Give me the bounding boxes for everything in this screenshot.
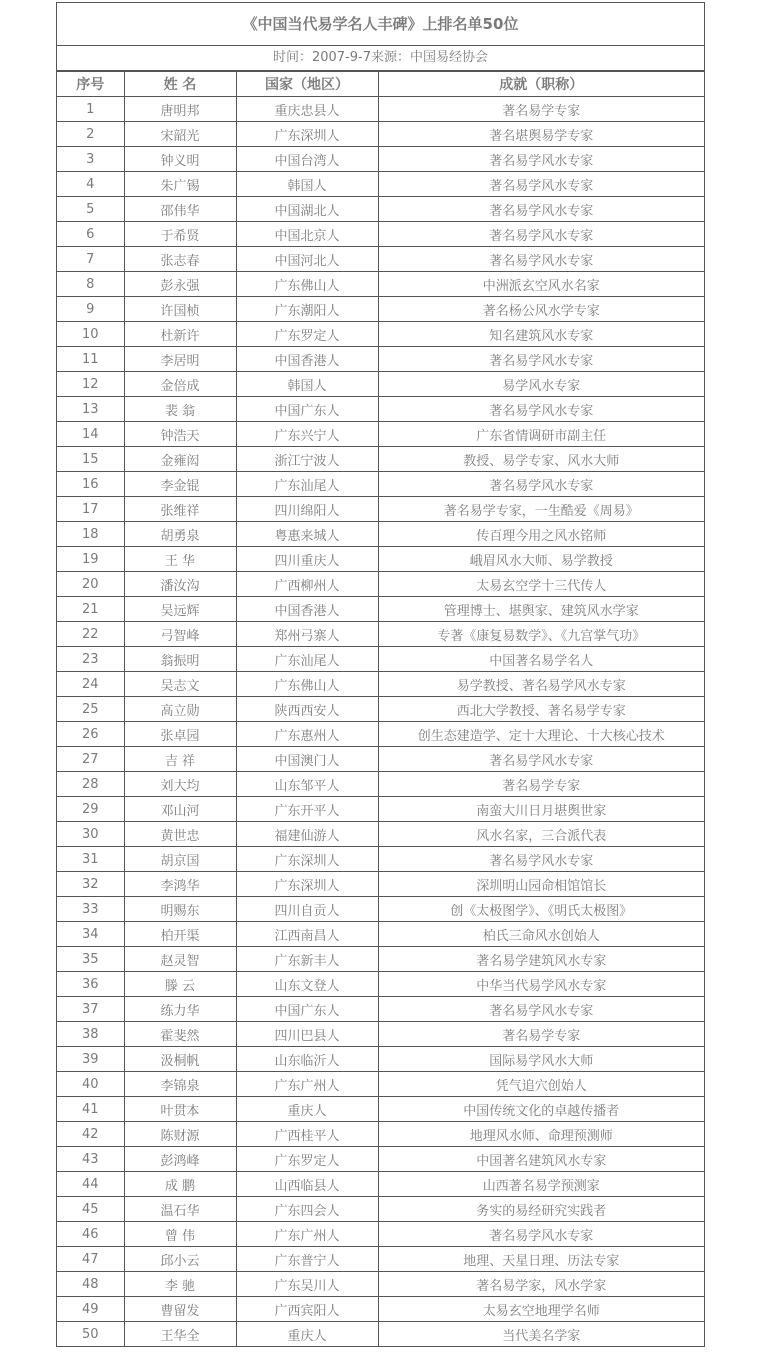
row-region: 广东四会人 <box>236 1197 378 1222</box>
row-achievement: 深圳明山园命相馆馆长 <box>378 872 704 897</box>
row-region: 广东深圳人 <box>236 847 378 872</box>
row-achievement: 中国著名建筑风水专家 <box>378 1147 704 1172</box>
row-region: 重庆忠县人 <box>236 97 378 122</box>
table-row <box>57 222 704 247</box>
table-row <box>57 297 704 322</box>
table-row <box>57 372 704 397</box>
row-index: 16 <box>57 472 124 497</box>
row-region: 中国香港人 <box>236 347 378 372</box>
row-achievement: 著名堪舆易学专家 <box>378 122 704 147</box>
row-region: 中国台湾人 <box>236 147 378 172</box>
table-body <box>57 97 704 1347</box>
row-index: 33 <box>57 897 124 922</box>
table-row <box>57 1247 704 1272</box>
row-region: 山东文登人 <box>236 972 378 997</box>
table-row <box>57 447 704 472</box>
row-achievement: 山西著名易学预测家 <box>378 1172 704 1197</box>
row-index: 40 <box>57 1072 124 1097</box>
row-index: 37 <box>57 997 124 1022</box>
table-row <box>57 247 704 272</box>
table-row <box>57 622 704 647</box>
row-region: 郑州弓寨人 <box>236 622 378 647</box>
row-name: 王 华 <box>124 547 236 572</box>
row-region: 广东佛山人 <box>236 272 378 297</box>
row-achievement: 教授、易学专家、风水大师 <box>378 447 704 472</box>
table-row <box>57 972 704 997</box>
row-name: 滕 云 <box>124 972 236 997</box>
row-achievement: 专著《康复易数学》、《九宫掌气功》 <box>378 622 704 647</box>
row-name: 翁振明 <box>124 647 236 672</box>
table-row <box>57 1122 704 1147</box>
table-row <box>57 322 704 347</box>
row-achievement: 传百理今用之风水铭师 <box>378 522 704 547</box>
row-region: 广西宾阳人 <box>236 1297 378 1322</box>
row-index: 41 <box>57 1097 124 1122</box>
row-region: 山西临县人 <box>236 1172 378 1197</box>
table-row <box>57 1297 704 1322</box>
row-index: 1 <box>57 97 124 122</box>
source-line: 时间：2007-9-7来源：中国易经协会 <box>57 46 704 71</box>
row-index: 21 <box>57 597 124 622</box>
table-row <box>57 722 704 747</box>
row-name: 钟浩天 <box>124 422 236 447</box>
row-achievement: 著名易学建筑风水专家 <box>378 947 704 972</box>
row-name: 彭永强 <box>124 272 236 297</box>
row-name: 温石华 <box>124 1197 236 1222</box>
row-achievement: 著名易学风水专家 <box>378 747 704 772</box>
row-achievement: 务实的易经研究实践者 <box>378 1197 704 1222</box>
row-region: 广东惠州人 <box>236 722 378 747</box>
row-name: 唐明邦 <box>124 97 236 122</box>
row-name: 宋韶光 <box>124 122 236 147</box>
table-row <box>57 647 704 672</box>
row-region: 广东广州人 <box>236 1072 378 1097</box>
row-index: 47 <box>57 1247 124 1272</box>
row-region: 广东汕尾人 <box>236 472 378 497</box>
row-name: 张维祥 <box>124 497 236 522</box>
row-index: 30 <box>57 822 124 847</box>
row-achievement: 中国传统文化的卓越传播者 <box>378 1097 704 1122</box>
row-name: 叶贯本 <box>124 1097 236 1122</box>
row-name: 黄世忠 <box>124 822 236 847</box>
row-achievement: 创生态建造学、定十大理论、十大核心技术 <box>378 722 704 747</box>
row-achievement: 著名易学家，风水学家 <box>378 1272 704 1297</box>
row-index: 29 <box>57 797 124 822</box>
row-region: 中国广东人 <box>236 397 378 422</box>
row-index: 46 <box>57 1222 124 1247</box>
row-region: 中国澳门人 <box>236 747 378 772</box>
row-index: 34 <box>57 922 124 947</box>
row-index: 36 <box>57 972 124 997</box>
row-achievement: 地理风水师、命理预测师 <box>378 1122 704 1147</box>
row-index: 45 <box>57 1197 124 1222</box>
table-row <box>57 922 704 947</box>
row-region: 韩国人 <box>236 172 378 197</box>
row-region: 陕西西安人 <box>236 697 378 722</box>
row-name: 曹留发 <box>124 1297 236 1322</box>
row-index: 4 <box>57 172 124 197</box>
row-name: 杜新许 <box>124 322 236 347</box>
row-region: 中国香港人 <box>236 597 378 622</box>
row-index: 3 <box>57 147 124 172</box>
row-index: 19 <box>57 547 124 572</box>
row-index: 14 <box>57 422 124 447</box>
row-index: 8 <box>57 272 124 297</box>
table-row <box>57 997 704 1022</box>
row-region: 广东罗定人 <box>236 322 378 347</box>
row-name: 李鸿华 <box>124 872 236 897</box>
row-region: 四川重庆人 <box>236 547 378 572</box>
table-row <box>57 97 704 122</box>
row-name: 练力华 <box>124 997 236 1022</box>
row-achievement: 著名易学专家，一生酷爱《周易》 <box>378 497 704 522</box>
table-row <box>57 1172 704 1197</box>
row-name: 明赐东 <box>124 897 236 922</box>
header-name: 姓 名 <box>124 72 236 97</box>
row-index: 35 <box>57 947 124 972</box>
row-region: 广东吴川人 <box>236 1272 378 1297</box>
row-index: 23 <box>57 647 124 672</box>
row-index: 5 <box>57 197 124 222</box>
table-row <box>57 547 704 572</box>
row-name: 许国桢 <box>124 297 236 322</box>
table-row <box>57 422 704 447</box>
row-achievement: 著名杨公风水学专家 <box>378 297 704 322</box>
table-row <box>57 1272 704 1297</box>
header-index: 序号 <box>57 72 124 97</box>
row-index: 2 <box>57 122 124 147</box>
row-name: 高立勋 <box>124 697 236 722</box>
row-index: 31 <box>57 847 124 872</box>
row-name: 邱小云 <box>124 1247 236 1272</box>
row-region: 粤惠来城人 <box>236 522 378 547</box>
row-name: 曾 伟 <box>124 1222 236 1247</box>
table-row <box>57 1322 704 1347</box>
row-name: 汲桐帆 <box>124 1047 236 1072</box>
table-row <box>57 597 704 622</box>
table-row <box>57 822 704 847</box>
table-row <box>57 1222 704 1247</box>
row-name: 李居明 <box>124 347 236 372</box>
row-region: 广东佛山人 <box>236 672 378 697</box>
row-region: 广西桂平人 <box>236 1122 378 1147</box>
table-row <box>57 697 704 722</box>
row-achievement: 著名易学风水专家 <box>378 197 704 222</box>
table-row <box>57 1147 704 1172</box>
table-row <box>57 147 704 172</box>
row-index: 48 <box>57 1272 124 1297</box>
row-achievement: 国际易学风水大师 <box>378 1047 704 1072</box>
table-row <box>57 497 704 522</box>
row-index: 20 <box>57 572 124 597</box>
row-achievement: 著名易学风水专家 <box>378 347 704 372</box>
row-index: 43 <box>57 1147 124 1172</box>
row-index: 26 <box>57 722 124 747</box>
row-index: 10 <box>57 322 124 347</box>
table-row <box>57 947 704 972</box>
row-achievement: 柏氏三命风水创始人 <box>378 922 704 947</box>
row-achievement: 广东省情调研市副主任 <box>378 422 704 447</box>
table-row <box>57 872 704 897</box>
row-index: 25 <box>57 697 124 722</box>
row-region: 四川自贡人 <box>236 897 378 922</box>
row-achievement: 易学教授、著名易学风水专家 <box>378 672 704 697</box>
row-index: 32 <box>57 872 124 897</box>
header-region: 国家（地区） <box>236 72 378 97</box>
row-name: 李锦泉 <box>124 1072 236 1097</box>
row-name: 霍斐然 <box>124 1022 236 1047</box>
header-achievement: 成就（职称） <box>378 72 704 97</box>
row-region: 广东深圳人 <box>236 122 378 147</box>
table-row <box>57 197 704 222</box>
row-achievement: 当代美名学家 <box>378 1322 704 1347</box>
row-index: 27 <box>57 747 124 772</box>
row-region: 广东潮阳人 <box>236 297 378 322</box>
table-row <box>57 772 704 797</box>
row-name: 胡勇泉 <box>124 522 236 547</box>
row-index: 24 <box>57 672 124 697</box>
row-name: 李金锟 <box>124 472 236 497</box>
row-region: 山东临沂人 <box>236 1047 378 1072</box>
row-region: 广东新丰人 <box>236 947 378 972</box>
row-name: 弓智峰 <box>124 622 236 647</box>
page-title: 《中国当代易学名人丰碑》上排名单50位 <box>57 3 704 46</box>
row-achievement: 凭气追穴创始人 <box>378 1072 704 1097</box>
row-region: 中国河北人 <box>236 247 378 272</box>
row-name: 金倍成 <box>124 372 236 397</box>
row-index: 18 <box>57 522 124 547</box>
row-name: 陈财源 <box>124 1122 236 1147</box>
row-name: 裴 翁 <box>124 397 236 422</box>
row-region: 广东兴宁人 <box>236 422 378 447</box>
row-index: 44 <box>57 1172 124 1197</box>
row-achievement: 著名易学风水专家 <box>378 147 704 172</box>
row-achievement: 峨眉风水大师、易学教授 <box>378 547 704 572</box>
row-index: 38 <box>57 1022 124 1047</box>
row-name: 彭鸿峰 <box>124 1147 236 1172</box>
row-region: 四川绵阳人 <box>236 497 378 522</box>
row-region: 广东罗定人 <box>236 1147 378 1172</box>
row-region: 广东普宁人 <box>236 1247 378 1272</box>
row-achievement: 著名易学风水专家 <box>378 847 704 872</box>
table-row <box>57 572 704 597</box>
table-row <box>57 1047 704 1072</box>
table-row <box>57 672 704 697</box>
row-name: 李 驰 <box>124 1272 236 1297</box>
row-index: 15 <box>57 447 124 472</box>
row-achievement: 西北大学教授、著名易学专家 <box>378 697 704 722</box>
row-index: 28 <box>57 772 124 797</box>
row-region: 广西柳州人 <box>236 572 378 597</box>
row-achievement: 著名易学风水专家 <box>378 997 704 1022</box>
row-name: 王华全 <box>124 1322 236 1347</box>
row-achievement: 著名易学风水专家 <box>378 222 704 247</box>
row-name: 吴志文 <box>124 672 236 697</box>
row-achievement: 著名易学风水专家 <box>378 172 704 197</box>
row-achievement: 南蛮大川日月堪舆世家 <box>378 797 704 822</box>
row-achievement: 著名易学风水专家 <box>378 472 704 497</box>
row-index: 7 <box>57 247 124 272</box>
row-achievement: 著名易学专家 <box>378 772 704 797</box>
row-name: 刘大均 <box>124 772 236 797</box>
row-achievement: 中洲派玄空风水名家 <box>378 272 704 297</box>
row-name: 吴远辉 <box>124 597 236 622</box>
row-achievement: 中华当代易学风水专家 <box>378 972 704 997</box>
table-row <box>57 347 704 372</box>
row-index: 50 <box>57 1322 124 1347</box>
table-row <box>57 1072 704 1097</box>
row-index: 11 <box>57 347 124 372</box>
row-achievement: 太易玄空学十三代传人 <box>378 572 704 597</box>
table-row <box>57 1097 704 1122</box>
table-row <box>57 172 704 197</box>
table-row <box>57 397 704 422</box>
row-achievement: 管理博士、堪舆家、建筑风水学家 <box>378 597 704 622</box>
row-index: 39 <box>57 1047 124 1072</box>
row-achievement: 中国著名易学名人 <box>378 647 704 672</box>
row-name: 朱广锡 <box>124 172 236 197</box>
ranking-sheet <box>56 2 705 1347</box>
row-region: 广东深圳人 <box>236 872 378 897</box>
row-achievement: 地理、天星日理、历法专家 <box>378 1247 704 1272</box>
row-region: 重庆人 <box>236 1097 378 1122</box>
row-name: 成 鹏 <box>124 1172 236 1197</box>
row-region: 中国广东人 <box>236 997 378 1022</box>
row-region: 广东广州人 <box>236 1222 378 1247</box>
row-achievement: 知名建筑风水专家 <box>378 322 704 347</box>
row-region: 中国湖北人 <box>236 197 378 222</box>
table-row <box>57 472 704 497</box>
row-region: 福建仙游人 <box>236 822 378 847</box>
row-name: 钟义明 <box>124 147 236 172</box>
row-index: 49 <box>57 1297 124 1322</box>
row-name: 张卓园 <box>124 722 236 747</box>
row-name: 金雍闳 <box>124 447 236 472</box>
row-region: 四川巴县人 <box>236 1022 378 1047</box>
row-name: 胡京国 <box>124 847 236 872</box>
table-row <box>57 847 704 872</box>
row-index: 6 <box>57 222 124 247</box>
row-index: 9 <box>57 297 124 322</box>
row-achievement: 著名易学专家 <box>378 1022 704 1047</box>
row-region: 中国北京人 <box>236 222 378 247</box>
row-region: 江西南昌人 <box>236 922 378 947</box>
row-achievement: 著名易学风水专家 <box>378 247 704 272</box>
row-region: 重庆人 <box>236 1322 378 1347</box>
table-row <box>57 122 704 147</box>
ranking-table <box>57 71 704 1347</box>
row-name: 张志春 <box>124 247 236 272</box>
table-row <box>57 272 704 297</box>
row-index: 42 <box>57 1122 124 1147</box>
row-achievement: 太易玄空地理学名师 <box>378 1297 704 1322</box>
table-header-row <box>57 72 704 97</box>
row-name: 邵伟华 <box>124 197 236 222</box>
row-index: 22 <box>57 622 124 647</box>
row-achievement: 易学风水专家 <box>378 372 704 397</box>
row-name: 潘汝沟 <box>124 572 236 597</box>
row-region: 广东开平人 <box>236 797 378 822</box>
row-index: 13 <box>57 397 124 422</box>
row-name: 赵灵智 <box>124 947 236 972</box>
row-name: 邓山河 <box>124 797 236 822</box>
table-row <box>57 797 704 822</box>
row-name: 柏开渠 <box>124 922 236 947</box>
row-name: 吉 祥 <box>124 747 236 772</box>
row-achievement: 风水名家，三合派代表 <box>378 822 704 847</box>
row-achievement: 著名易学风水专家 <box>378 397 704 422</box>
row-index: 12 <box>57 372 124 397</box>
row-name: 于希贤 <box>124 222 236 247</box>
table-row <box>57 522 704 547</box>
table-row <box>57 1197 704 1222</box>
row-achievement: 著名易学风水专家 <box>378 1222 704 1247</box>
table-row <box>57 747 704 772</box>
row-index: 17 <box>57 497 124 522</box>
row-region: 广东汕尾人 <box>236 647 378 672</box>
row-region: 韩国人 <box>236 372 378 397</box>
table-row <box>57 1022 704 1047</box>
row-achievement: 创《太极图学》、《明氏太极图》 <box>378 897 704 922</box>
table-row <box>57 897 704 922</box>
row-achievement: 著名易学专家 <box>378 97 704 122</box>
row-region: 浙江宁波人 <box>236 447 378 472</box>
row-region: 山东邹平人 <box>236 772 378 797</box>
